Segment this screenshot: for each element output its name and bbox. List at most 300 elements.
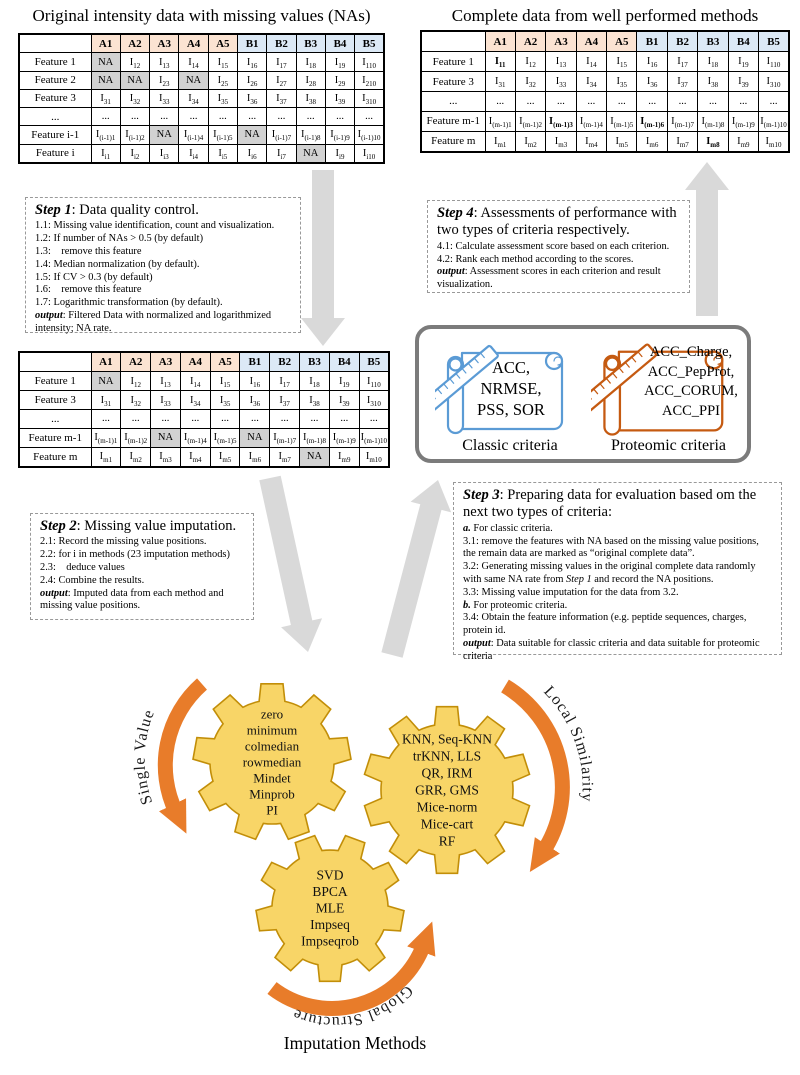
table-cell: NA xyxy=(237,126,266,144)
column-header: B5 xyxy=(359,352,389,372)
table-cell: $I_{33}$ xyxy=(151,391,181,410)
flow-arrow-filtered-to-gears xyxy=(259,476,322,652)
table-cell: $I_{32}$ xyxy=(515,72,545,92)
scroll-roll-spiral xyxy=(606,357,618,369)
table-cell: $I_{m4}$ xyxy=(180,447,210,467)
column-header: A5 xyxy=(208,34,237,53)
table-cell: $I_{14}$ xyxy=(179,53,208,71)
table-cell: $I_{13}$ xyxy=(150,53,179,71)
table-cell: NA xyxy=(91,372,121,391)
single-value-gear-methods xyxy=(243,707,302,818)
method-name: KNN, Seq-KNN xyxy=(402,731,492,747)
table-cell: $I_{m6}$ xyxy=(240,447,270,467)
row-label: Feature 3 xyxy=(421,72,485,92)
method-name: MLE xyxy=(315,900,345,916)
table-cell: $I_{(m-1)6}$ xyxy=(637,111,667,131)
table-cell: $I_{i2}$ xyxy=(120,144,149,163)
row-label: Feature m xyxy=(421,131,485,152)
text-segment: Step 1 xyxy=(566,573,592,585)
row-label: Feature 3 xyxy=(19,89,91,107)
criterion-line: ACC_PepProt, xyxy=(647,363,735,380)
table-cell: $I_{34}$ xyxy=(576,72,606,92)
table-cell: $I_{12}$ xyxy=(121,372,151,391)
row-label: ... xyxy=(19,409,91,428)
method-name: Mice-norm xyxy=(416,799,478,815)
text-segment: 1.5: If CV > 0.3 (by default) xyxy=(35,271,153,283)
table-cell: $I_{34}$ xyxy=(180,391,210,410)
text-segment: Step 2 xyxy=(40,518,77,534)
table-row xyxy=(19,126,384,144)
table-cell: $I_{m8}$ xyxy=(698,131,728,152)
row-label: Feature i-1 xyxy=(19,126,91,144)
step2-line xyxy=(40,562,245,575)
table-row xyxy=(421,131,789,152)
table-cell: $I_{(m-1)10}$ xyxy=(759,111,789,131)
text-segment: output xyxy=(35,309,63,321)
step1-line xyxy=(35,284,292,297)
text-segment: output xyxy=(40,587,68,599)
criteria-box xyxy=(415,325,751,463)
table-cell: $I_{i1}$ xyxy=(91,144,120,163)
column-header: B4 xyxy=(329,352,359,372)
column-header xyxy=(19,352,91,372)
text-segment: 1.1: Missing value identification, count and visualization. xyxy=(35,220,275,232)
text-segment: : Assessments of performance with two types of criteria respectively. xyxy=(437,205,677,239)
table-cell: $I_{i3}$ xyxy=(150,144,179,163)
text-segment: 2.1: Record the missing value positions. xyxy=(40,536,207,548)
method-name: QR, IRM xyxy=(421,765,473,781)
table-cell: $I_{33}$ xyxy=(546,72,576,92)
table-cell: $I_{(m-1)7}$ xyxy=(667,111,697,131)
text-segment: b. xyxy=(463,599,471,611)
table-cell: $I_{15}$ xyxy=(210,372,240,391)
column-header: A4 xyxy=(179,34,208,53)
column-header: B2 xyxy=(667,31,697,52)
table-cell: NA xyxy=(300,447,330,467)
table-cell: $I_{m5}$ xyxy=(607,131,637,152)
table-row xyxy=(19,144,384,163)
step1-line xyxy=(35,297,292,310)
step3-line xyxy=(463,536,773,562)
table-cell: $I_{m3}$ xyxy=(151,447,181,467)
table-cell: $I_{19}$ xyxy=(325,53,354,71)
table-cell: $I_{m7}$ xyxy=(270,447,300,467)
table-cell: $I_{14}$ xyxy=(180,372,210,391)
table-row xyxy=(421,52,789,72)
table-cell: ... xyxy=(151,409,181,428)
table-cell: NA xyxy=(179,71,208,89)
text-segment: 3.2: Generating missing values in the original complete data randomly with same NA rate from xyxy=(463,561,756,585)
row-label: Feature 1 xyxy=(19,53,91,71)
scroll-roll-spiral xyxy=(450,359,462,371)
table-cell: ... xyxy=(91,409,121,428)
table-cell: $I_{m6}$ xyxy=(637,131,667,152)
table-cell: $I_{i10}$ xyxy=(355,144,384,163)
text-segment: a. xyxy=(463,522,471,534)
step3-line xyxy=(463,612,773,638)
table-cell: $I_{m3}$ xyxy=(546,131,576,152)
table-cell: $I_{(m-1)4}$ xyxy=(180,428,210,447)
table-cell: $I_{36}$ xyxy=(240,391,270,410)
step4-line xyxy=(437,266,681,292)
step2-line xyxy=(40,588,245,614)
method-name: GRR, GMS xyxy=(415,782,479,798)
table-cell: $I_{(m-1)5}$ xyxy=(607,111,637,131)
table-cell: $I_{31}$ xyxy=(485,72,515,92)
table-cell: $I_{23}$ xyxy=(150,71,179,89)
step2-line xyxy=(40,536,245,549)
table-cell: ... xyxy=(180,409,210,428)
table-cell: $I_{(m-1)9}$ xyxy=(728,111,758,131)
table-cell: ... xyxy=(325,108,354,126)
column-header: A3 xyxy=(151,352,181,372)
criterion-line: ACC_PPI xyxy=(661,402,721,419)
title-original-data: Original intensity data with missing values (NAs) xyxy=(32,6,371,25)
step2-box xyxy=(30,513,254,620)
column-header: B1 xyxy=(637,31,667,52)
step3-line xyxy=(463,561,773,587)
step1-line xyxy=(35,233,292,246)
table-cell: $I_{m1}$ xyxy=(485,131,515,152)
table-row xyxy=(421,111,789,131)
step4-line xyxy=(437,241,681,254)
criterion-line: ACC_Charge, xyxy=(649,344,733,360)
table-row xyxy=(19,71,384,89)
text-segment: : Preparing data for evaluation based om the next two types of criteria: xyxy=(463,487,757,521)
step4-heading xyxy=(437,205,681,240)
row-label: ... xyxy=(421,91,485,111)
method-name: zero xyxy=(260,706,284,722)
column-header: A5 xyxy=(607,31,637,52)
text-segment: 1.3: remove this feature xyxy=(35,245,142,257)
step1-line xyxy=(35,272,292,285)
table-cell: $I_{12}$ xyxy=(515,52,545,72)
table-complete-data xyxy=(420,30,790,153)
column-header: A2 xyxy=(515,31,545,52)
table-cell: $I_{310}$ xyxy=(359,391,389,410)
step1-line xyxy=(35,220,292,233)
column-header: B1 xyxy=(240,352,270,372)
data-table xyxy=(420,30,790,153)
method-name: colmedian xyxy=(244,738,300,754)
table-cell: $I_{14}$ xyxy=(576,52,606,72)
text-segment: For proteomic criteria. xyxy=(470,599,568,611)
column-header: B4 xyxy=(325,34,354,53)
table-cell: $I_{31}$ xyxy=(91,391,121,410)
table-cell: $I_{13}$ xyxy=(546,52,576,72)
table-cell: $I_{31}$ xyxy=(91,89,120,107)
table-cell: $I_{12}$ xyxy=(120,53,149,71)
method-name: RF xyxy=(438,833,456,849)
table-cell: $I_{310}$ xyxy=(355,89,384,107)
table-cell: $I_{36}$ xyxy=(637,72,667,92)
table-row xyxy=(421,72,789,92)
column-header: B4 xyxy=(728,31,758,52)
row-label: ... xyxy=(19,108,91,126)
table-cell: $I_{(m-1)3}$ xyxy=(546,111,576,131)
table-cell: ... xyxy=(546,91,576,111)
table-cell: ... xyxy=(759,91,789,111)
table-cell: ... xyxy=(179,108,208,126)
table-cell: $I_{(m-1)9}$ xyxy=(329,428,359,447)
text-segment: and record the NA positions. xyxy=(591,573,714,585)
column-header: B2 xyxy=(270,352,300,372)
table-cell: $I_{(i-1)1}$ xyxy=(91,126,120,144)
row-label: Feature i xyxy=(19,144,91,163)
global-structure-label: Global Structure xyxy=(289,981,417,1031)
text-segment: For classic criteria. xyxy=(470,522,553,534)
table-row xyxy=(19,391,389,410)
classic-criteria-label: Classic criteria xyxy=(462,437,558,454)
table-row xyxy=(19,108,384,126)
step4-box xyxy=(427,200,690,293)
table-cell: $I_{39}$ xyxy=(325,89,354,107)
table-cell: $I_{33}$ xyxy=(150,89,179,107)
table-cell: ... xyxy=(270,409,300,428)
step1-line xyxy=(35,310,292,336)
table-cell: ... xyxy=(607,91,637,111)
table-original-intensity xyxy=(18,33,385,164)
table-cell: $I_{15}$ xyxy=(607,52,637,72)
text-segment: output xyxy=(437,266,465,278)
table-cell: $I_{(m-1)8}$ xyxy=(300,428,330,447)
table-cell: $I_{(i-1)4}$ xyxy=(179,126,208,144)
table-cell: $I_{(m-1)10}$ xyxy=(359,428,389,447)
method-name: Mindet xyxy=(253,770,291,786)
table-header-row xyxy=(421,31,789,52)
table-cell: $I_{37}$ xyxy=(267,89,296,107)
text-segment: 3.4: Obtain the feature information (e.g. peptide sequences, charges, protein id. xyxy=(463,612,747,637)
table-cell: $I_{(i-1)8}$ xyxy=(296,126,325,144)
table-cell: $I_{m1}$ xyxy=(91,447,121,467)
data-table xyxy=(18,33,385,164)
table-cell: $I_{(m-1)8}$ xyxy=(698,111,728,131)
table-cell: $I_{32}$ xyxy=(121,391,151,410)
text-segment: 1.4: Median normalization (by default). xyxy=(35,258,200,270)
column-header: B3 xyxy=(698,31,728,52)
table-header-row xyxy=(19,352,389,372)
column-header xyxy=(421,31,485,52)
table-cell: $I_{m5}$ xyxy=(210,447,240,467)
text-segment: 2.2: for i in methods (23 imputation methods) xyxy=(40,549,230,561)
table-cell: $I_{i4}$ xyxy=(179,144,208,163)
step3-heading xyxy=(463,487,773,522)
step1-box xyxy=(25,197,301,333)
table-cell: NA xyxy=(151,428,181,447)
row-label: Feature m-1 xyxy=(19,428,91,447)
table-cell: $I_{110}$ xyxy=(355,53,384,71)
text-segment: Step 1 xyxy=(35,202,72,218)
method-name: PI xyxy=(266,802,278,818)
table-cell: $I_{37}$ xyxy=(667,72,697,92)
column-header: A4 xyxy=(576,31,606,52)
row-label: Feature 1 xyxy=(19,372,91,391)
text-segment: Step 4 xyxy=(437,205,474,221)
table-cell: $I_{19}$ xyxy=(728,52,758,72)
table-cell: $I_{18}$ xyxy=(300,372,330,391)
table-row xyxy=(19,428,389,447)
table-cell: $I_{19}$ xyxy=(329,372,359,391)
table-cell: ... xyxy=(698,91,728,111)
table-cell: $I_{i9}$ xyxy=(325,144,354,163)
title-complete-data: Complete data from well performed methods xyxy=(451,6,759,25)
table-row xyxy=(421,91,789,111)
table-cell: ... xyxy=(355,108,384,126)
table-cell: ... xyxy=(121,409,151,428)
table-cell: ... xyxy=(485,91,515,111)
imputation-gears xyxy=(193,684,530,982)
table-cell: ... xyxy=(210,409,240,428)
table-cell: ... xyxy=(267,108,296,126)
table-cell: $I_{17}$ xyxy=(267,53,296,71)
table-row xyxy=(19,409,389,428)
step1-heading xyxy=(35,202,292,219)
table-cell: NA xyxy=(240,428,270,447)
table-cell: $I_{m2}$ xyxy=(515,131,545,152)
table-cell: ... xyxy=(208,108,237,126)
column-header: A3 xyxy=(150,34,179,53)
text-segment: 3.1: remove the features with NA based on the missing value positions, the remain data are marked as “original complete data”. xyxy=(463,535,759,560)
text-segment: : Filtered Data with normalized and logarithmized intensity; NA rate. xyxy=(35,309,272,334)
table-cell: NA xyxy=(120,71,149,89)
table-cell: ... xyxy=(667,91,697,111)
table-cell: $I_{35}$ xyxy=(607,72,637,92)
table-cell: $I_{210}$ xyxy=(355,71,384,89)
table-cell: ... xyxy=(728,91,758,111)
step3-line xyxy=(463,523,773,536)
step4-line xyxy=(437,254,681,267)
table-cell: $I_{i7}$ xyxy=(267,144,296,163)
table-cell: $I_{38}$ xyxy=(698,72,728,92)
table-cell: $I_{16}$ xyxy=(240,372,270,391)
table-cell: NA xyxy=(296,144,325,163)
table-cell: $I_{i6}$ xyxy=(237,144,266,163)
column-header: A1 xyxy=(485,31,515,52)
data-table xyxy=(18,351,390,468)
table-cell: $I_{39}$ xyxy=(728,72,758,92)
table-cell: $I_{27}$ xyxy=(267,71,296,89)
table-cell: $I_{17}$ xyxy=(270,372,300,391)
proteomic-criteria-label: Proteomic criteria xyxy=(610,437,727,454)
table-cell: $I_{37}$ xyxy=(270,391,300,410)
table-cell: ... xyxy=(359,409,389,428)
local-similarity-label: Local Similarity xyxy=(540,682,596,803)
step2-heading xyxy=(40,518,245,535)
step2-line xyxy=(40,549,245,562)
imputation-methods-caption: Imputation Methods xyxy=(283,1033,427,1053)
table-cell: $I_{35}$ xyxy=(208,89,237,107)
text-segment: output xyxy=(463,637,491,649)
text-segment: : Data suitable for classic criteria and data suitable for proteomic criteria xyxy=(463,637,760,662)
criterion-line: ACC_CORUM, xyxy=(644,383,738,399)
method-name: minimum xyxy=(246,722,298,738)
table-cell: $I_{38}$ xyxy=(296,89,325,107)
column-header xyxy=(19,34,91,53)
table-cell: ... xyxy=(91,108,120,126)
text-segment: 1.6: remove this feature xyxy=(35,284,142,296)
column-header: A2 xyxy=(120,34,149,53)
step1-line xyxy=(35,246,292,259)
table-cell: NA xyxy=(150,126,179,144)
text-segment: : Imputed data from each method and missing value positions. xyxy=(40,587,224,612)
step3-line xyxy=(463,600,773,613)
column-header: B1 xyxy=(237,34,266,53)
table-cell: $I_{17}$ xyxy=(667,52,697,72)
table-cell: $I_{28}$ xyxy=(296,71,325,89)
text-segment: 4.2: Rank each method according to the scores. xyxy=(437,253,634,265)
method-name: BPCA xyxy=(312,884,348,900)
text-segment: : Assessment scores in each criterion and result visualization. xyxy=(437,266,661,291)
step3-box xyxy=(453,482,782,662)
row-label: Feature 2 xyxy=(19,71,91,89)
table-cell: $I_{110}$ xyxy=(759,52,789,72)
text-segment: : Data quality control. xyxy=(71,202,199,218)
table-cell: $I_{25}$ xyxy=(208,71,237,89)
row-label: Feature 3 xyxy=(19,391,91,410)
table-cell: $I_{m9}$ xyxy=(329,447,359,467)
table-cell: $I_{32}$ xyxy=(120,89,149,107)
single-value-label-text xyxy=(132,707,159,807)
table-cell: $I_{i5}$ xyxy=(208,144,237,163)
step1-line xyxy=(35,259,292,272)
table-cell: NA xyxy=(91,71,120,89)
method-name: Minprob xyxy=(249,786,295,802)
table-cell: $I_{m10}$ xyxy=(359,447,389,467)
table-cell: $I_{(i-1)5}$ xyxy=(208,126,237,144)
text-segment: Step 3 xyxy=(463,487,500,503)
table-cell: $I_{310}$ xyxy=(759,72,789,92)
column-header: B5 xyxy=(759,31,789,52)
table-cell: $I_{11}$ xyxy=(485,52,515,72)
table-cell: $I_{(m-1)2}$ xyxy=(121,428,151,447)
table-row xyxy=(19,372,389,391)
proteomic-criteria-list xyxy=(641,343,741,421)
table-cell: $I_{38}$ xyxy=(300,391,330,410)
table-cell: ... xyxy=(637,91,667,111)
method-name: Impseq xyxy=(310,917,350,933)
column-header: B5 xyxy=(355,34,384,53)
table-cell: ... xyxy=(515,91,545,111)
table-cell: $I_{18}$ xyxy=(296,53,325,71)
step2-line xyxy=(40,575,245,588)
table-cell: ... xyxy=(300,409,330,428)
column-header: B3 xyxy=(296,34,325,53)
text-segment: 1.2: If number of NAs > 0.5 (by default) xyxy=(35,233,204,245)
table-cell: $I_{13}$ xyxy=(151,372,181,391)
column-header: A4 xyxy=(180,352,210,372)
table-row xyxy=(19,53,384,71)
table-cell: $I_{16}$ xyxy=(637,52,667,72)
text-segment: 4.1: Calculate assessment score based on each criterion. xyxy=(437,240,670,252)
table-cell: $I_{(m-1)7}$ xyxy=(270,428,300,447)
table-cell: ... xyxy=(329,409,359,428)
criterion-line: ACC, NRMSE, xyxy=(480,358,542,398)
table-filtered-data xyxy=(18,351,390,468)
text-segment: 1.7: Logarithmic transformation (by default). xyxy=(35,297,223,309)
method-name: trKNN, LLS xyxy=(412,748,482,764)
table-cell: ... xyxy=(150,108,179,126)
table-cell: $I_{110}$ xyxy=(359,372,389,391)
method-name: Mice-cart xyxy=(420,816,474,832)
table-cell: ... xyxy=(576,91,606,111)
table-cell: $I_{26}$ xyxy=(237,71,266,89)
table-row xyxy=(19,447,389,467)
table-cell: $I_{m4}$ xyxy=(576,131,606,152)
method-name: SVD xyxy=(316,867,344,883)
table-cell: $I_{m9}$ xyxy=(728,131,758,152)
column-header: A1 xyxy=(91,34,120,53)
table-cell: $I_{16}$ xyxy=(237,53,266,71)
